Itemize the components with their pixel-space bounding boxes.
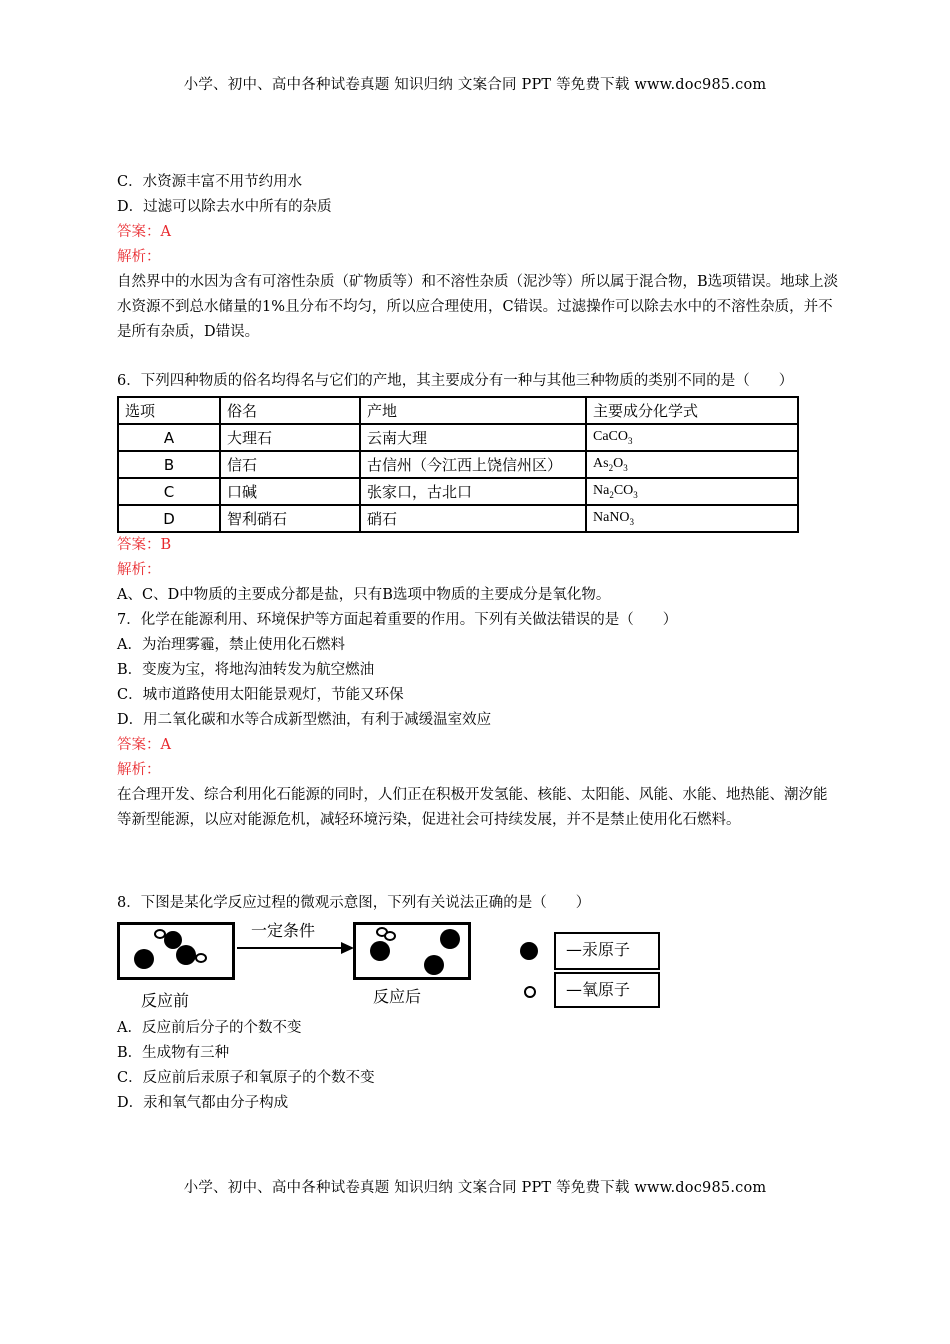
table-cell-formula: CaCO$_3$ bbox=[586, 424, 798, 451]
table-cell-name: 智利硝石 bbox=[220, 505, 360, 532]
q8-option-b: B．生成物有三种 bbox=[117, 1045, 230, 1061]
table-header: 选项 bbox=[118, 397, 220, 424]
table-header-row bbox=[118, 397, 798, 424]
q7-analysis-label: 解析： bbox=[117, 762, 161, 778]
legend-mercury: —汞原子 bbox=[554, 932, 660, 970]
before-reaction-box bbox=[117, 922, 235, 980]
mercury-legend-icon bbox=[520, 942, 538, 960]
page-header: 小学、初中、高中各种试卷真题 知识归纳 文案合同 PPT 等免费下载 www.doc985.com bbox=[183, 77, 767, 93]
table-cell-option: B bbox=[118, 451, 220, 478]
q7-option-b: B．变废为宝，将地沟油转发为航空燃油 bbox=[117, 662, 375, 678]
page-footer: 小学、初中、高中各种试卷真题 知识归纳 文案合同 PPT 等免费下载 www.doc985.com bbox=[183, 1180, 767, 1196]
table-cell-option: C bbox=[118, 478, 220, 505]
table-cell-origin: 张家口，古北口 bbox=[360, 478, 586, 505]
q5-analysis: 自然界中的水因为含有可溶性杂质（矿物质等）和不溶性杂质（泥沙等）所以属于混合物，B选项错误。地球上淡水资源不到总水储量的1%且分布不均匀，所以应合理使用，C错误。过滤操作可以除去水中的不溶性杂质，并不是所有杂质，D错误。 bbox=[117, 274, 839, 340]
after-reaction-box bbox=[353, 922, 471, 980]
table-cell-origin: 硝石 bbox=[360, 505, 586, 532]
q5-option-d: D．过滤可以除去水中所有的杂质 bbox=[117, 199, 332, 215]
q6-answer: 答案：B bbox=[117, 537, 172, 553]
before-label: 反应前 bbox=[141, 991, 190, 1010]
mercury-atom-icon bbox=[370, 941, 390, 961]
q6-table bbox=[117, 396, 799, 533]
table-cell-formula: $Na_2CO_3$ bbox=[586, 478, 798, 505]
q6-analysis-label: 解析： bbox=[117, 562, 161, 578]
q8-stem: 8．下图是某化学反应过程的微观示意图，下列有关说法正确的是（ ） bbox=[117, 895, 591, 911]
table-row bbox=[118, 478, 798, 505]
q6-analysis: A、C、D中物质的主要成分都是盐，只有B选项中物质的主要成分是氧化物。 bbox=[117, 587, 611, 603]
q5-option-c: C．水资源丰富不用节约用水 bbox=[117, 174, 303, 190]
oxygen-legend-icon bbox=[524, 986, 536, 998]
table-cell-option: A bbox=[118, 424, 220, 451]
table-header: 俗名 bbox=[220, 397, 360, 424]
q7-option-d: D．用二氧化碳和水等合成新型燃油，有利于减缓温室效应 bbox=[117, 712, 492, 728]
mercury-atom-icon bbox=[424, 955, 444, 975]
table-cell-name: 口碱 bbox=[220, 478, 360, 505]
q7-stem: 7．化学在能源利用、环境保护等方面起着重要的作用。下列有关做法错误的是（ ） bbox=[117, 612, 678, 628]
mercury-atom-icon bbox=[440, 929, 460, 949]
q8-option-c: C．反应前后汞原子和氧原子的个数不变 bbox=[117, 1070, 375, 1086]
reaction-diagram bbox=[117, 918, 677, 1014]
q5-answer: 答案：A bbox=[117, 224, 171, 240]
after-label: 反应后 bbox=[373, 987, 422, 1006]
table-row bbox=[118, 451, 798, 478]
arrow-icon bbox=[237, 940, 355, 956]
table-row bbox=[118, 505, 798, 532]
q7-option-c: C．城市道路使用太阳能景观灯，节能又环保 bbox=[117, 687, 404, 703]
table-cell-origin: 古信州（今江西上饶信州区） bbox=[360, 451, 586, 478]
q8-option-d: D．汞和氧气都由分子构成 bbox=[117, 1095, 289, 1111]
q6-stem: 6．下列四种物质的俗名均得名与它们的产地，其主要成分有一种与其他三种物质的类别不同的是（ ） bbox=[117, 373, 794, 389]
q7-answer: 答案：A bbox=[117, 737, 171, 753]
mercury-atom-icon bbox=[176, 945, 196, 965]
table-cell-name: 大理石 bbox=[220, 424, 360, 451]
q7-analysis: 在合理开发、综合利用化石能源的同时，人们正在积极开发氢能、核能、太阳能、风能、水能、地热能、潮汐能等新型能源，以应对能源危机，减轻环境污染，促进社会可持续发展，并不是禁止使用化石燃料。 bbox=[117, 787, 828, 828]
document-body bbox=[117, 170, 839, 1116]
legend-oxygen: —氧原子 bbox=[554, 972, 660, 1008]
table-cell-formula: $As_2O_3$ bbox=[586, 451, 798, 478]
table-header: 产地 bbox=[360, 397, 586, 424]
oxygen-molecule-icon bbox=[384, 931, 396, 941]
table-cell-origin: 云南大理 bbox=[360, 424, 586, 451]
q7-option-a: A．为治理雾霾，禁止使用化石燃料 bbox=[117, 637, 345, 653]
mercury-atom-icon bbox=[134, 949, 154, 969]
table-header: 主要成分化学式 bbox=[586, 397, 798, 424]
oxygen-atom-icon bbox=[195, 953, 207, 963]
table-cell-formula: NaNO$_3$ bbox=[586, 505, 798, 532]
table-row bbox=[118, 424, 798, 451]
q5-analysis-label: 解析： bbox=[117, 249, 161, 265]
arrow-label: 一定条件 bbox=[251, 921, 316, 940]
q8-option-a: A．反应前后分子的个数不变 bbox=[117, 1020, 302, 1036]
table-cell-name: 信石 bbox=[220, 451, 360, 478]
table-cell-option: D bbox=[118, 505, 220, 532]
